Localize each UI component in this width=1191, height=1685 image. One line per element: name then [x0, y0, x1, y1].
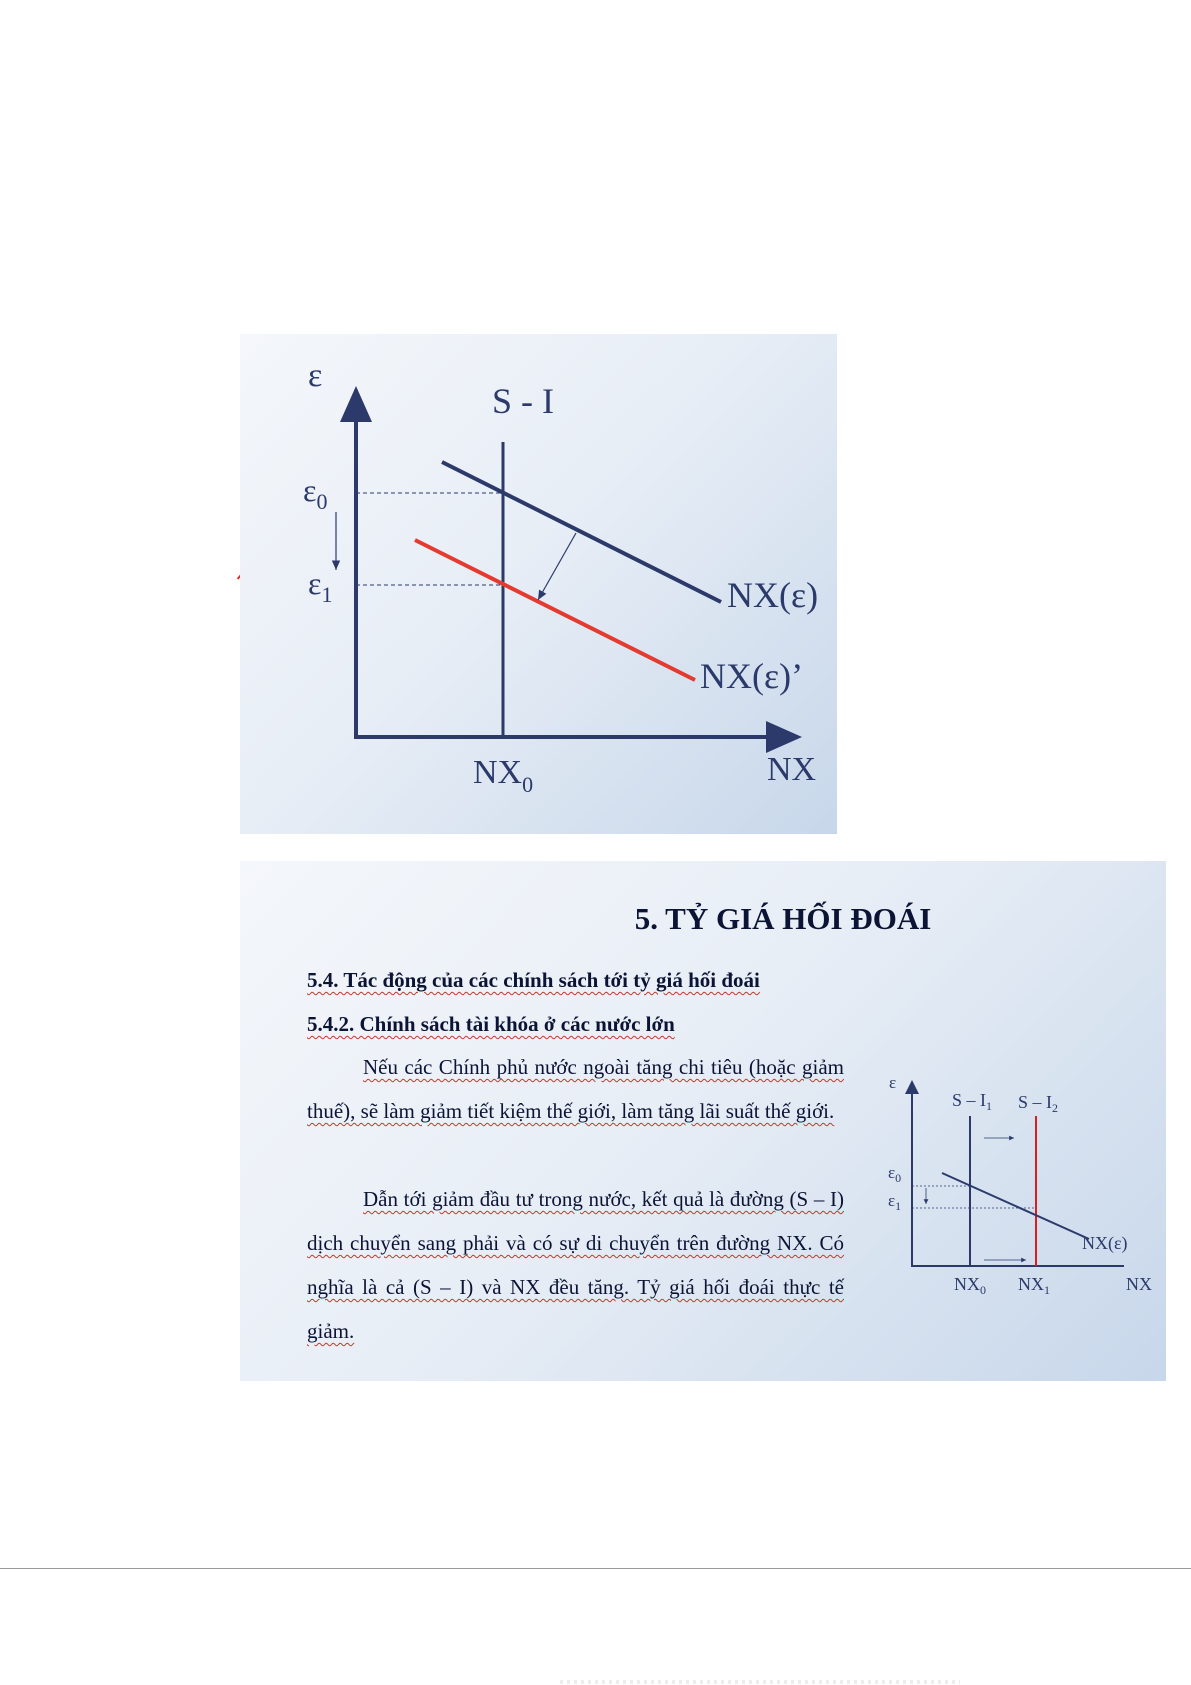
nx-curve-label: NX(ε) [727, 575, 819, 615]
nx-curve [442, 462, 721, 602]
footer-divider [0, 1568, 1191, 1569]
slide-exchange-rate [240, 861, 1166, 1381]
nx0-label: $NX_0$ [473, 754, 534, 797]
small-nx-diagram [876, 1066, 1166, 1326]
nx-curve-shifted [415, 540, 695, 680]
epsilon1-label: $\varepsilon_1$ [308, 565, 333, 607]
paragraph-1: Nếu các Chính phủ nước ngoài tăng chi tiêu (hoặc giảm thuế), sẽ làm giảm tiết kiệm thế giới, làm tăng lãi suất thế giới. [307, 1055, 844, 1123]
slide-title: 5. TỶ GIÁ HỐI ĐOÁI [634, 901, 932, 936]
epsilon0-label: $\varepsilon_0$ [303, 472, 328, 514]
subsection-heading: 5.4.2. Chính sách tài khóa ở các nước lớn [307, 1012, 675, 1036]
small-nx-curve [942, 1173, 1089, 1239]
small-nx-curve-label: NX(ε) [1082, 1233, 1128, 1253]
small-nx0-label: $NX_0$ [954, 1274, 986, 1297]
shift-arrow [538, 533, 576, 600]
section-heading: 5.4. Tác động của các chính sách tới tỷ giá hối đoái [307, 968, 760, 992]
slide-nx-diagram [240, 334, 837, 834]
paragraph-2: Dẫn tới giảm đầu tư trong nước, kết quả là đường (S – I) dịch chuyển sang phải và có sự di chuyển trên đường NX. Có nghĩa là cả (S – I) và NX đều tăng. Tỷ giá hối đoái thực tế giảm. [307, 1187, 844, 1343]
small-s-i1-label: S – $I_1$ [952, 1090, 993, 1113]
nx-diagram [240, 334, 837, 834]
nx-shifted-label: NX(ε)’ [700, 656, 804, 696]
small-epsilon0-label: $\varepsilon_0$ [888, 1163, 902, 1185]
scan-artifact [560, 1680, 960, 1684]
small-y-axis-label: ε [889, 1073, 897, 1092]
small-nx1-label: $NX_1$ [1018, 1274, 1050, 1297]
small-epsilon1-label: $\varepsilon_1$ [888, 1191, 902, 1213]
small-s-i2-label: S – $I_2$ [1018, 1092, 1059, 1115]
x-axis-label: NX [767, 751, 817, 788]
small-x-axis-label: NX [1126, 1274, 1152, 1294]
y-axis-label: ε [308, 357, 323, 394]
s-i-label: S - I [492, 381, 554, 421]
